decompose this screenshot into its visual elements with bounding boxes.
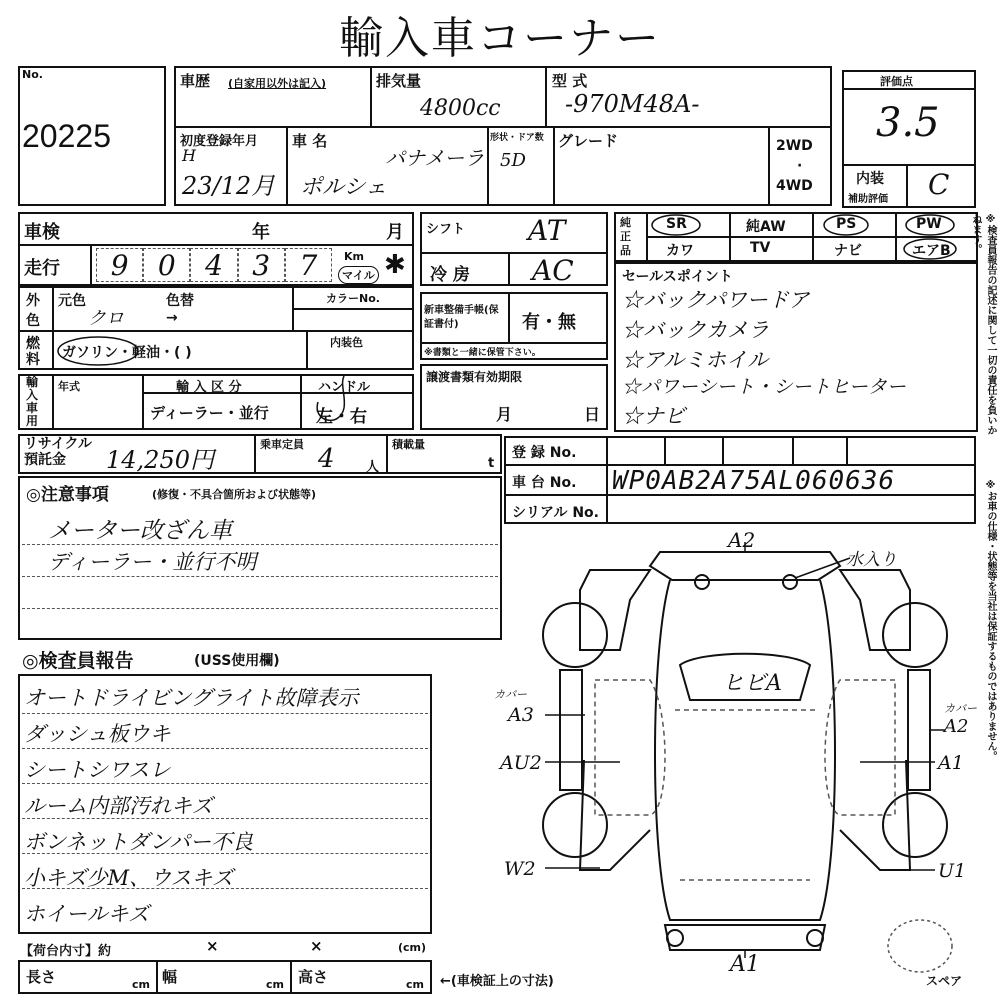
color-label-a: 外 xyxy=(26,293,40,309)
color-no-label: カラーNo. xyxy=(326,292,380,305)
serial-label: シリアル No. xyxy=(512,505,599,521)
height-label: 高さ xyxy=(298,968,329,986)
equip-tv: TV xyxy=(750,240,771,256)
history-note: (自家用以外は記入) xyxy=(228,77,327,90)
side-note-bottom: ※お車の仕様・状態等を当社は保証するものではありません。 xyxy=(985,480,996,761)
model-year-label: 年式 xyxy=(58,380,80,393)
equip-leather: カワ xyxy=(666,243,694,259)
inspector-line: ボンネットダンパー不良 xyxy=(24,830,254,854)
shaken-month: 月 xyxy=(386,222,404,243)
capacity-unit: 人 xyxy=(366,460,380,475)
interior-sublabel: 補助評価 xyxy=(848,194,888,205)
mileage-digits xyxy=(96,248,332,282)
note-line: メーター改ざん車 xyxy=(48,518,232,544)
interior-score: C xyxy=(928,168,950,201)
dimensions-note: ←(車検証上の寸法) xyxy=(440,974,554,989)
history-label: 車歴 xyxy=(180,72,211,90)
inspector-line: シートシワスレ xyxy=(24,758,171,782)
capacity-value: 4 xyxy=(318,444,335,474)
car-name-model: パナメーラ xyxy=(385,146,485,170)
lot-number: 20225 xyxy=(22,118,111,154)
width-label: 幅 xyxy=(162,968,178,986)
import-label: 輸入車用 xyxy=(26,375,39,428)
transfer-month: 月 xyxy=(496,405,513,424)
spare-label: スペア xyxy=(926,974,963,988)
ac-label: 冷 房 xyxy=(430,265,470,285)
mileage-digit: 9 xyxy=(96,248,143,282)
transfer-day: 日 xyxy=(584,405,601,424)
note-line: ディーラー・並行不明 xyxy=(48,550,257,574)
color-change-label: 色替 xyxy=(166,293,194,309)
interior-label: 内装 xyxy=(856,171,884,187)
inspector-line: 小キズ少M、ウスキズ xyxy=(24,866,234,890)
first-reg-value: 23/12月 xyxy=(182,172,276,200)
height-cm: cm xyxy=(406,978,424,991)
car-diagram xyxy=(500,530,980,960)
rating-label: 評価点 xyxy=(880,75,913,88)
chassis-label: 車 台 No. xyxy=(512,475,577,491)
equipment-label: 純正品 xyxy=(620,216,631,257)
mark-a1-bottom: A1 xyxy=(730,952,760,977)
dimensions-box xyxy=(18,960,432,994)
equipment-circles xyxy=(614,212,978,262)
mileage-asterisk: ✱ xyxy=(384,250,406,280)
mileage-digit: 0 xyxy=(143,248,190,282)
side-note-top: ※検査員報告の記述に関して一切の責任を負いかねます。 xyxy=(970,214,996,435)
mark-a2-right: A2 xyxy=(944,716,969,737)
equip-pw: PW xyxy=(916,216,942,232)
manual-label: 新車整備手帳(保証書付) xyxy=(424,305,499,330)
equip-sr: SR xyxy=(666,216,687,232)
reg-no-label: 登 録 No. xyxy=(512,445,577,461)
mileage-digit: 7 xyxy=(285,248,332,282)
dimensions-x2: × xyxy=(310,937,323,955)
handle-circle xyxy=(300,372,360,432)
fuel-label: 燃料 xyxy=(26,336,40,368)
notes-label: ◎注意事項 xyxy=(26,485,109,505)
dimensions-label: 【荷台内寸】約 xyxy=(20,944,112,959)
grade-label: グレード xyxy=(558,132,619,150)
dimensions-x1: × xyxy=(206,937,219,955)
recycle-label: リサイクル預託金 xyxy=(24,436,93,468)
import-type-label: 輸 入 区 分 xyxy=(176,380,242,395)
mark-sunroof: ヒビA xyxy=(722,671,782,696)
mark-a3-note: カバー xyxy=(494,688,527,701)
sales-point-item: ☆アルミホイル xyxy=(622,348,769,372)
mark-au2: AU2 xyxy=(500,752,542,774)
dimensions-unit: (cm) xyxy=(398,941,427,954)
first-reg-label: 初度登録年月 xyxy=(180,134,259,149)
inspector-label: ◎検査員報告 xyxy=(22,650,134,672)
car-name-maker: ポルシェ xyxy=(300,175,388,200)
mark-a2-top: A2 xyxy=(728,528,756,552)
color-arrow: → xyxy=(166,310,178,326)
notes-sublabel: (修復・不具合箇所および状態等) xyxy=(152,488,317,501)
model-value: -970M48A- xyxy=(565,90,700,118)
equip-navi: ナビ xyxy=(834,243,862,259)
spare-tire xyxy=(884,916,956,980)
mark-a1-right: A1 xyxy=(938,752,964,774)
orig-color-label: 元色 xyxy=(58,293,86,309)
first-reg-era: H xyxy=(182,146,196,165)
handle-label: ハンドル xyxy=(318,380,371,395)
shape-value: 5D xyxy=(500,150,526,171)
rating-score: 3.5 xyxy=(876,100,940,146)
sales-point-item: ☆ナビ xyxy=(622,404,685,428)
inspector-line: ダッシュ板ウキ xyxy=(24,722,171,746)
load-unit: t xyxy=(488,456,495,471)
mark-a3: A3 xyxy=(508,704,534,726)
shaken-label: 車検 xyxy=(24,222,60,243)
fuel-options: ガソリン・軽油・( ) xyxy=(62,345,192,361)
equip-aw: 純AW xyxy=(746,219,786,235)
manual-value: 有・無 xyxy=(522,312,576,333)
color-label-b: 色 xyxy=(26,313,40,329)
capacity-label: 乗車定員 xyxy=(260,438,304,451)
displacement-value: 4800cc xyxy=(420,96,501,121)
page-title: 輸入車コーナー xyxy=(339,13,661,64)
shape-label: 形状・ドア数 xyxy=(490,133,544,143)
mark-u1: U1 xyxy=(938,860,967,882)
transfer-label: 譲渡書類有効期限 xyxy=(426,370,523,384)
mileage-digit: 4 xyxy=(190,248,237,282)
color-value: クロ xyxy=(88,308,124,329)
inspector-line: ルーム内部汚れキズ xyxy=(24,794,213,818)
inspector-sublabel: (USS使用欄) xyxy=(194,653,280,669)
import-type-value: ディーラー・並行 xyxy=(150,404,269,422)
manual-note: ※書類と一緒に保管下さい。 xyxy=(424,348,541,358)
shaken-year: 年 xyxy=(252,222,270,243)
mark-water: 水入り xyxy=(846,550,897,570)
drive-4wd: 4WD xyxy=(776,178,813,194)
shift-value: AT xyxy=(528,214,566,247)
sales-point-item: ☆バックパワードア xyxy=(622,288,810,312)
inspector-line: オートドライビングライト故障表示 xyxy=(24,686,359,710)
equip-airbag: エアB xyxy=(912,243,951,259)
mileage-label: 走行 xyxy=(24,258,60,279)
fuel-circle xyxy=(54,334,144,368)
length-label: 長さ xyxy=(26,968,57,986)
displacement-label: 排気量 xyxy=(376,72,422,90)
lot-label: No. xyxy=(22,68,43,81)
mile-label: マイル xyxy=(338,266,379,284)
drive-2wd: 2WD xyxy=(776,138,813,154)
length-cm: cm xyxy=(132,978,150,991)
ac-value: AC xyxy=(532,254,574,287)
sales-point-item: ☆パワーシート・シートヒーター xyxy=(622,376,906,398)
recycle-value: 14,250円 xyxy=(106,446,214,474)
load-label: 積載量 xyxy=(392,438,425,451)
mileage-digit: 3 xyxy=(238,248,285,282)
sales-point-item: ☆バックカメラ xyxy=(622,318,769,342)
inspector-line: ホイールキズ xyxy=(24,902,150,926)
mark-w2: W2 xyxy=(504,858,536,880)
drive-dot: · xyxy=(797,158,803,174)
shift-label: シフト xyxy=(426,222,466,237)
mark-a2-right-note: カバー xyxy=(944,702,977,715)
sales-points-label: セールスポイント xyxy=(622,269,733,285)
model-label: 型 式 xyxy=(552,72,588,90)
interior-color-label: 内装色 xyxy=(330,336,363,349)
width-cm: cm xyxy=(266,978,284,991)
chassis-value: WP0AB2A75AL060636 xyxy=(612,466,896,496)
km-label: Km xyxy=(344,250,364,263)
car-name-label: 車 名 xyxy=(292,132,328,150)
equip-ps: PS xyxy=(836,216,857,232)
handle-value: 左・右 xyxy=(316,407,367,427)
